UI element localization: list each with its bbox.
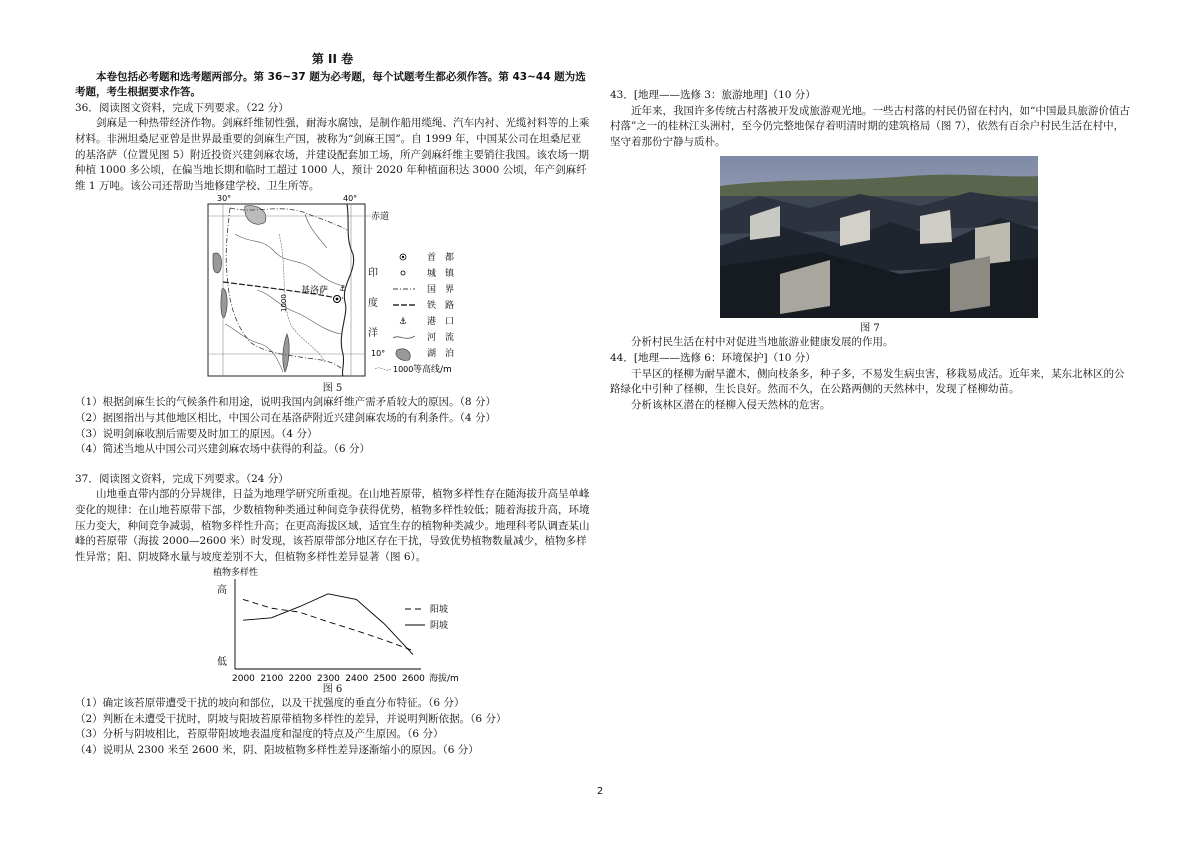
- river-3: [225, 324, 283, 372]
- legend-lake-icon: [396, 349, 410, 360]
- ocean-char-3: 洋: [368, 328, 378, 340]
- legend-contour: 等高线/m: [413, 365, 452, 376]
- legend-shady-slope: 阴坡: [430, 621, 449, 632]
- q44-header: 44．[地理——选修 6：环境保护]（10 分）: [610, 351, 816, 364]
- lake-tanganyika: [221, 289, 227, 318]
- lake-nyasa: [283, 334, 289, 372]
- q37-question-3: （3）分析与阴坡相比，苔原带阳坡地表温度和湿度的特点及产生原因。（6 分）: [75, 728, 444, 741]
- figure-5-map: [75, 194, 590, 382]
- map-legend: [375, 251, 455, 375]
- ocean-char-1: 印: [368, 268, 378, 280]
- lon-40-label: 40°: [343, 194, 358, 204]
- x-tick-label: 2100: [260, 674, 284, 684]
- lake-tanganyika-north: [213, 253, 222, 273]
- x-tick-label: 2000: [232, 674, 255, 684]
- river-4: [305, 214, 327, 248]
- lat-10-label: 10°: [371, 349, 386, 359]
- q36-question-2: （2）据图指出与其他地区相比，中国公司在基洛萨附近兴建剑麻农场的有利条件。（4 分）: [75, 411, 496, 424]
- q44-paragraph: 干旱区的柽柳为耐旱灌木，侧向枝条多，种子多，不易发生病虫害，移栽易成活。近年来，某东北林区的公路绿化中引种了柽柳，生长良好。然而不久，在公路两侧的天然林中，发现了柽柳幼苗。: [610, 367, 1125, 396]
- q36-question-1: （1）根据剑麻生长的气候条件和用途，说明我国内剑麻纤维产需矛盾较大的原因。（8 分）: [75, 396, 496, 409]
- chart-ylabel: 植物多样性: [213, 568, 259, 579]
- village-photo: [720, 156, 1038, 318]
- q43-question: 分析村民生活在村中对促进当地旅游业健康发展的作用。: [631, 336, 894, 349]
- figure-5-caption: 图 5: [322, 383, 343, 395]
- q37-question-1: （1）确定该苔原带遭受干扰的坡向和部位，以及干扰强度的垂直分布特征。（6 分）: [75, 697, 465, 710]
- kilosa-dot: [336, 298, 339, 301]
- q36-question-3: （3）说明剑麻收割后需要及时加工的原因。（4 分）: [75, 427, 318, 440]
- figure-6-chart: [75, 565, 590, 683]
- map-svg: [75, 194, 590, 382]
- q37-question-4: （4）说明从 2300 米至 2600 米，阴、阳坡植物多样性差异逐渐缩小的原因。（6 分）: [75, 744, 479, 757]
- section-intro: 本卷包括必考题和选考题两部分。第 36~37 题为必考题，每个试题考生都必须作答。第 43~44 题为选考题，考生根据要求作答。: [75, 70, 586, 99]
- legend-capital: 首 都: [427, 253, 455, 264]
- x-tick-label: 2600: [402, 674, 425, 684]
- kilosa-label: 基洛萨: [301, 286, 329, 297]
- equator-label: 赤道: [371, 212, 390, 223]
- legend-border: 国 界: [427, 285, 455, 296]
- x-tick-label: 2500: [373, 674, 397, 684]
- y-tick-low: 低: [217, 657, 227, 669]
- x-tick-label: 2400: [345, 674, 369, 684]
- section-title: 第 II 卷: [311, 52, 354, 66]
- q43-header: 43．[地理——选修 3：旅游地理]（10 分）: [610, 89, 816, 101]
- legend-river-icon: [393, 336, 415, 338]
- lake-victoria: [245, 206, 266, 225]
- legend-railway: 铁 路: [427, 301, 455, 312]
- figure-7-caption: 图 7: [860, 323, 880, 335]
- legend-lake: 湖 泊: [427, 349, 455, 360]
- x-tick-label: 2300: [317, 674, 340, 684]
- ocean-char-2: 度: [368, 298, 378, 310]
- series-line-sunny-slope: [243, 600, 413, 651]
- q36-header: 36．阅读图文资料，完成下列要求。（22 分）: [75, 101, 289, 114]
- q36-question-4: （4）简述当地从中国公司兴建剑麻农场中获得的利益。（6 分）: [75, 443, 370, 456]
- x-tick-label: 2200: [288, 674, 312, 684]
- left-column: [75, 52, 590, 759]
- chart-xlabel: 海拔/m: [429, 674, 459, 684]
- legend-port-icon: ⚓: [399, 317, 408, 328]
- figure-7-photo: [720, 156, 1038, 318]
- legend-contour-value: 1000: [393, 365, 414, 375]
- figure-6-caption: 图 6: [322, 684, 343, 696]
- contour-label: 1000: [280, 294, 288, 313]
- page-number: 2: [596, 786, 604, 797]
- legend-sunny-slope: 阳坡: [430, 605, 449, 616]
- q37-header: 37．阅读图文资料，完成下列要求。（24 分）: [75, 472, 289, 485]
- anchor-icon: ⚓: [339, 284, 347, 294]
- lon-30-label: 30°: [217, 194, 232, 204]
- series-line-shady-slope: [243, 594, 413, 655]
- chart-svg: [75, 565, 590, 683]
- q44-question: 分析该林区潜在的柽柳入侵天然林的危害。: [631, 398, 831, 411]
- q36-paragraph: 剑麻是一种热带经济作物。剑麻纤维韧性强，耐海水腐蚀，是制作船用缆绳、汽车内衬、光缆衬料等的上乘材料。非洲坦桑尼亚曾是世界最重要的剑麻生产国，被称为“剑麻王国”。自 1999 年，中国某公司在坦桑尼亚的基洛萨（位置见图 5）附近投资兴建剑麻农场，并建设配套加工场，所产剑麻纤维主要销往我国。该农场一期种植 1000 多公顷，在偏当地长期和临时工超过 1000 人，预计 2020 年种植面积达 3000 公顷，年产剑麻纤维 1 万吨。该公司还帮助当地修建学校、卫生所等。: [75, 117, 590, 192]
- legend-contour-icon: [375, 368, 391, 370]
- river-1: [235, 234, 345, 286]
- y-tick-high: 高: [217, 585, 227, 597]
- q43-paragraph: 近年来，我国许多传统古村落被开发成旅游观光地。一些古村落的村民仍留在村内，如“中国最具旅游价值古村落”之一的桂林江头洲村，至今仍完整地保存着明清时期的建筑格局（图 7），依然有百余户村民生活在村中，坚守着那份宁静与质朴。: [610, 104, 1130, 148]
- q37-question-2: （2）判断在未遭受干扰时，阴坡与阳坡苔原带植物多样性的差异，并说明判断依据。（6 分）: [75, 712, 507, 725]
- legend-river: 河 流: [427, 333, 455, 344]
- legend-town: 城 镇: [427, 269, 455, 280]
- q37-paragraph: 山地垂直带内部的分异规律，日益为地理学研究所重视。在山地苔原带，植物多样性存在随海拔升高呈单峰变化的规律：在山地苔原带下部，少数植物种类通过种间竞争获得优势，植物多样性较低；随着海拔升高，环境压力变大，种间竞争减弱，植物多样性升高；在更高海拔区域，适宜生存的植物种类减少。地理科考队调查某山峰的苔原带（海拔 2000—2600 米）时发现，该苔原带部分地区存在干扰，导致优势植物数量减少，植物多样性异常；阳、阴坡降水量与坡度差别不大，但植物多样性差异显著（图 6）。: [75, 488, 590, 563]
- x-tick-labels: [232, 674, 425, 683]
- right-column: [610, 88, 1130, 413]
- legend-port: 港 口: [427, 317, 455, 328]
- chart-series: [243, 594, 413, 655]
- legend-town-icon: [401, 271, 405, 275]
